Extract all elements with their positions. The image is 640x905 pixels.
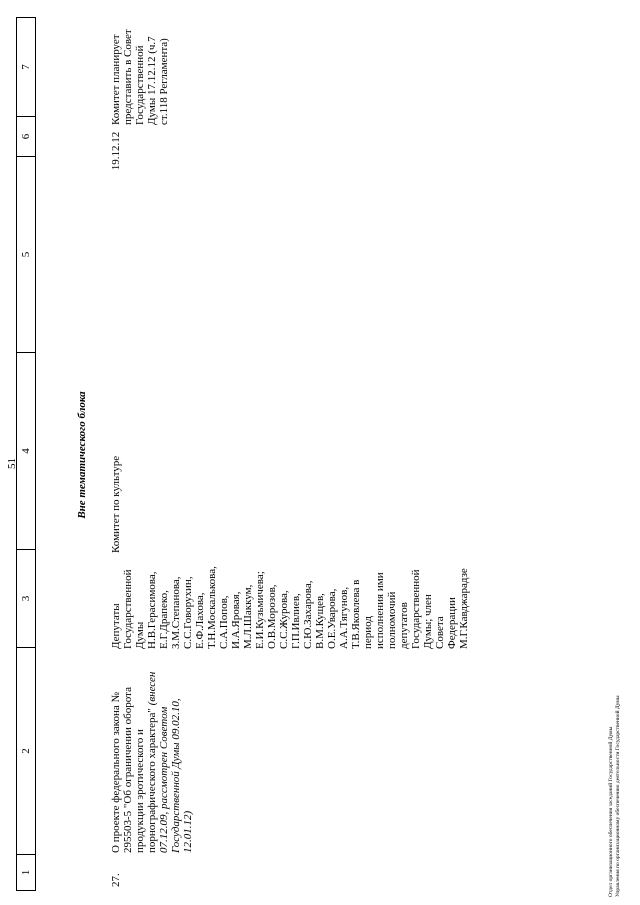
column-header-5: 5 — [17, 156, 35, 352]
bill-cell — [110, 663, 194, 853]
footer-line-1: Отдел организационного обеспечения заседаний Государственной Думы — [608, 726, 614, 897]
committee-cell: Комитет по культуре — [110, 455, 122, 553]
column-header-6: 6 — [17, 116, 35, 156]
column-header-2: 2 — [17, 647, 35, 854]
column-header-row — [16, 17, 36, 891]
column-header-3: 3 — [17, 549, 35, 647]
column-header-4: 4 — [17, 352, 35, 549]
footer — [608, 695, 622, 897]
column-header-1: 1 — [17, 854, 35, 890]
date-cell: 19.12.12 — [110, 131, 122, 171]
row-number: 27. — [110, 873, 122, 887]
column-header-7: 7 — [20, 64, 32, 70]
bill-title: О проекте федерального закона № 295503-5 "Об ограничении оборота продукции эротического и порнографического характера" — [110, 687, 158, 853]
note-cell: Комитет планирует представить в Совет Государственной Думы 17.12.12 (ч.7 ст.118 Регламента) — [110, 29, 170, 125]
authors-cell: Депутаты Государственной Думы Н.В.Герасимова, Е.Г.Драпеко, З.М.Степанова, С.С.Говорухин, Е.Ф.Лахова, Т.Н.Москалькова, С.А.Попов, И.А.Яровая, М.Л.Шаккум, Е.И.Кузьмичева; О.В.Морозов, С.С.Журова, Г.П.Ивлиев, С.Ю.Захарова, В.М.Кущев, О.Е.Уварова, А.А.Тягунов, Т.В.Яковлева в период исполнения ими полномочий депутатов Государственной Думы; член Совета Федерации М.Г.Кавджарадзе — [110, 566, 470, 649]
section-title: Вне тематического блока — [76, 391, 88, 519]
bill-note: (внесен 07.12.09, рассмотрен Советом Государственной Думы 09.02.10, 12.01.12) — [146, 671, 194, 853]
footer-line-2: Управления по организационному обеспечению деятельности Государственной Думы — [615, 695, 621, 897]
page-number: 51 — [6, 458, 18, 469]
